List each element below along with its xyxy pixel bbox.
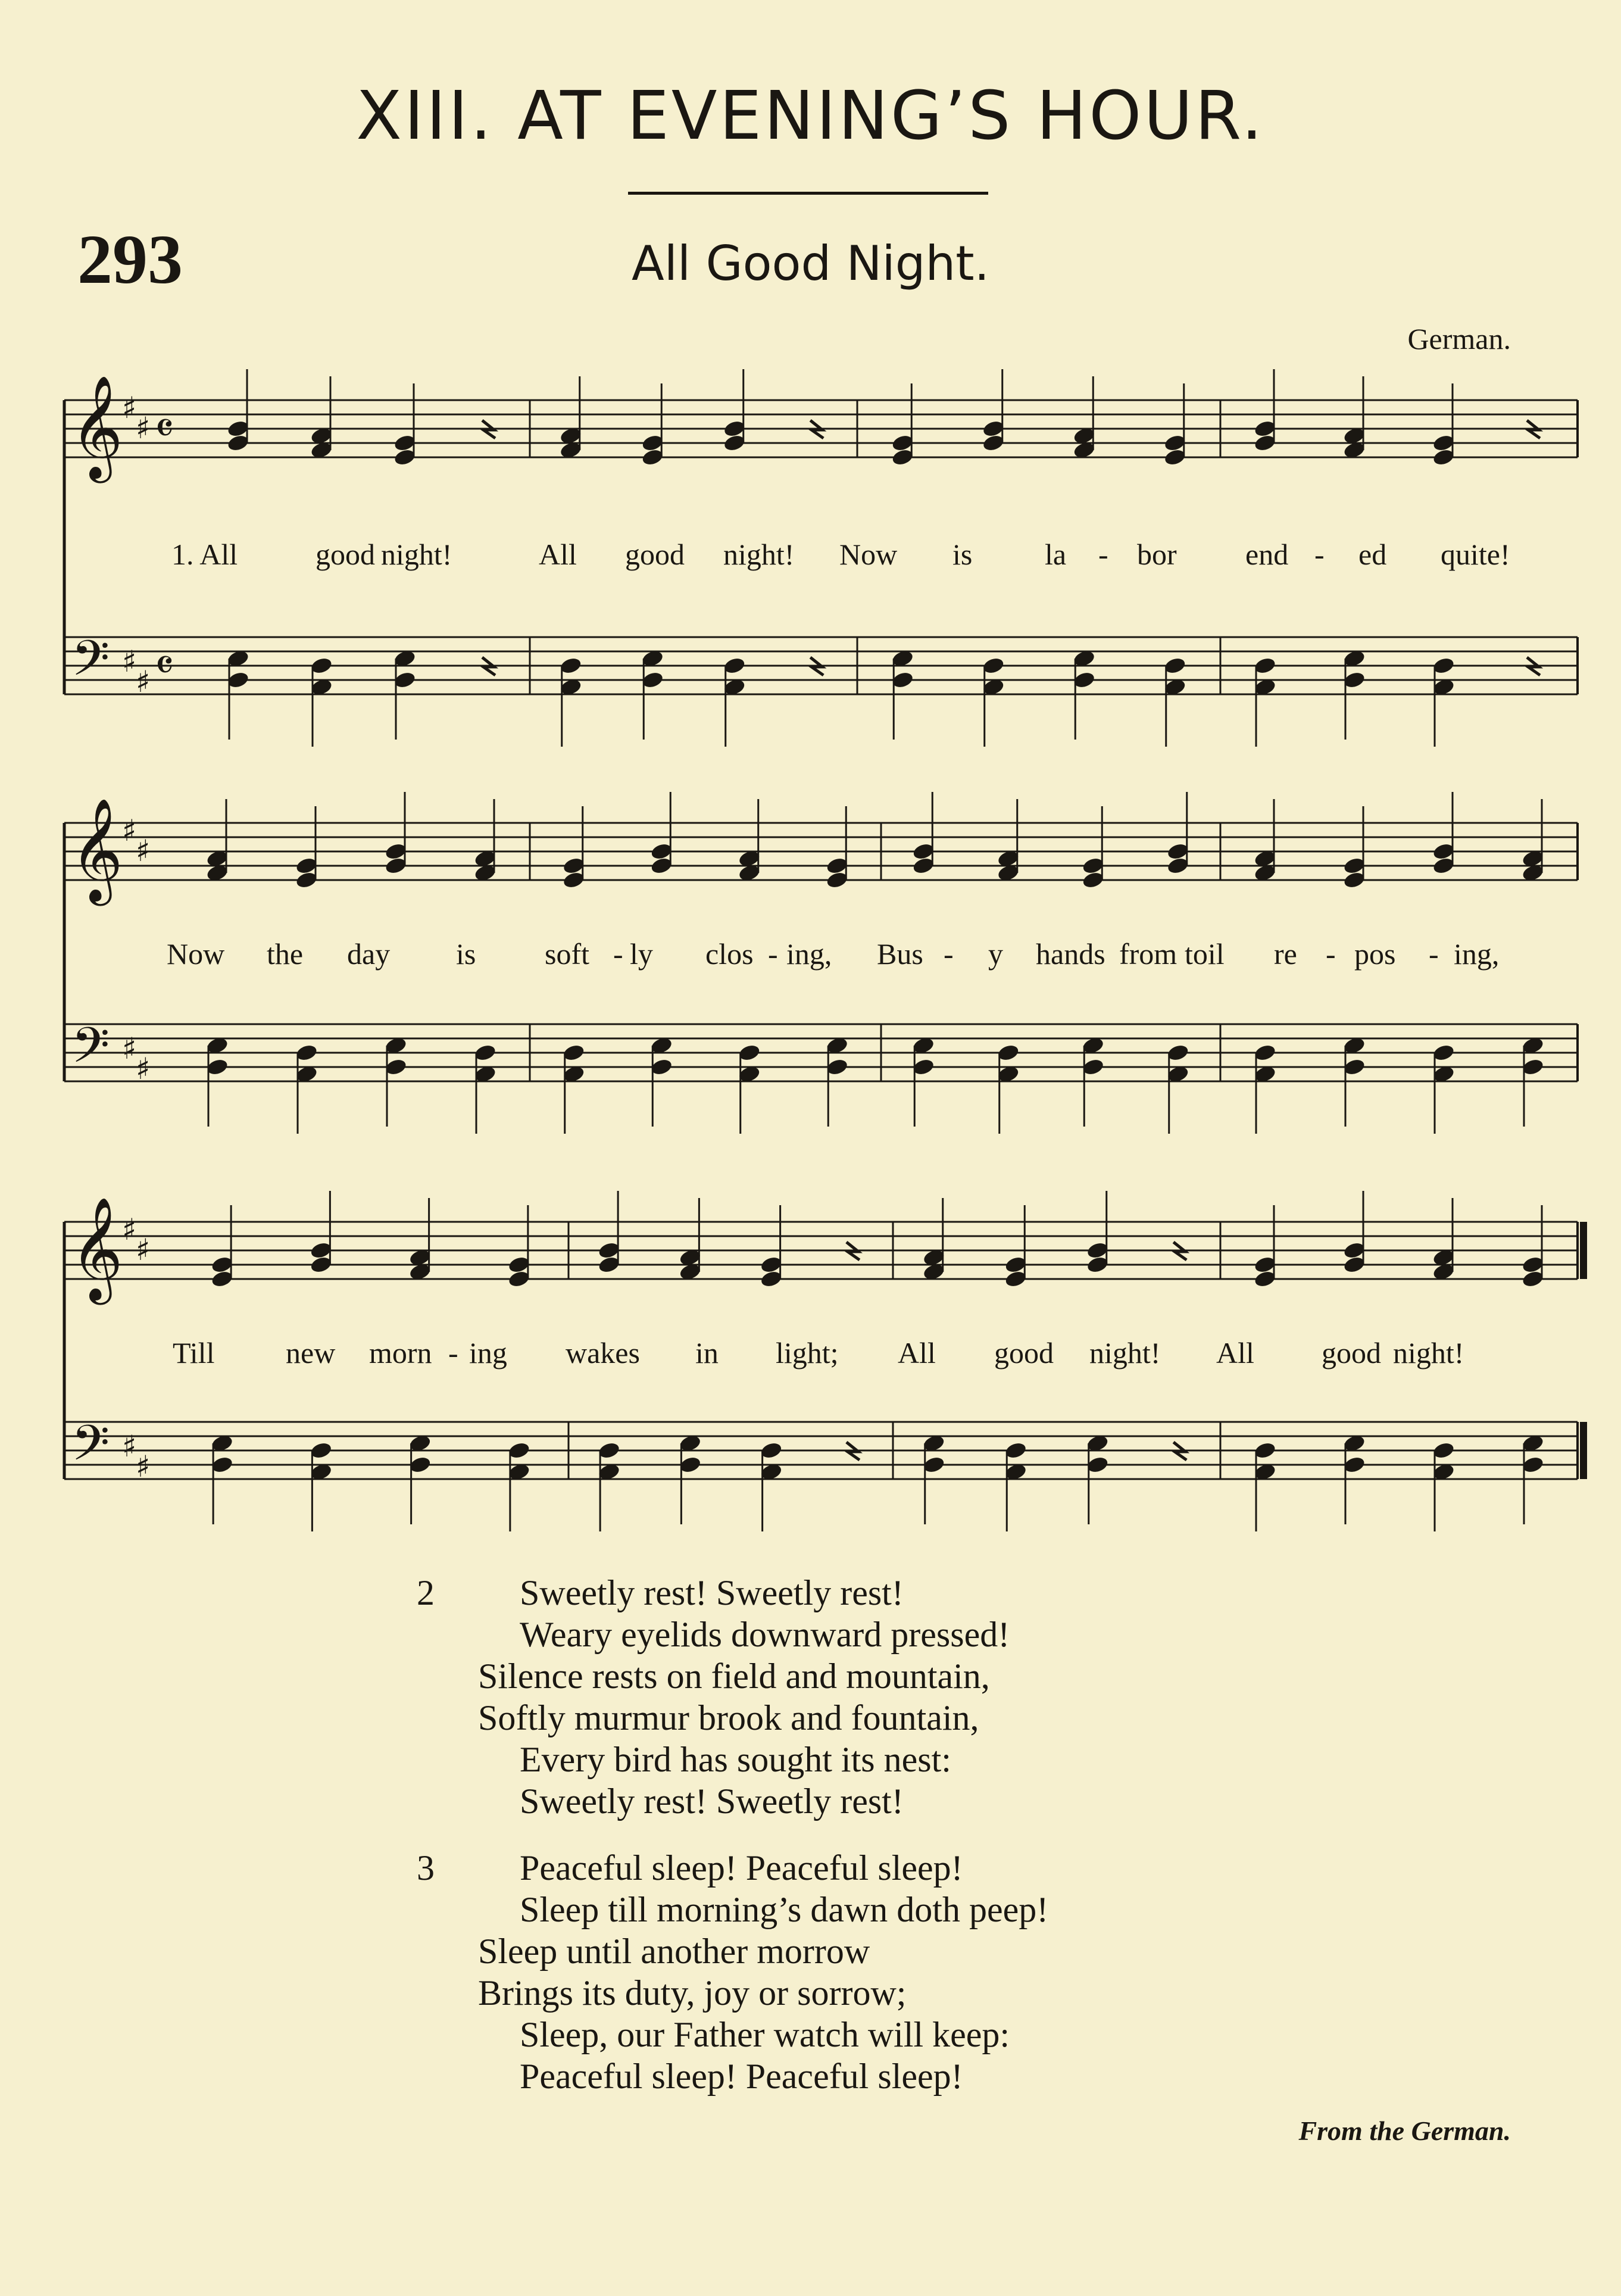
- lyric-syllable: la: [1045, 538, 1067, 571]
- lyric-syllable: in: [695, 1336, 719, 1370]
- verse-number: 2: [417, 1573, 435, 1612]
- key-signature-sharp: ♯: [136, 665, 151, 699]
- verse-line: Softly murmur brook and fountain,: [478, 1698, 979, 1737]
- verse-line: Sleep till morning’s dawn doth peep!: [520, 1890, 1049, 1929]
- verse-line: Peaceful sleep! Peaceful sleep!: [520, 1848, 963, 1888]
- lyric-syllable: is: [952, 538, 973, 571]
- bass-clef: 𝄢: [71, 629, 110, 699]
- key-signature-sharp: ♯: [122, 1031, 137, 1066]
- lyric-syllable: toil: [1185, 937, 1225, 971]
- key-signature-sharp: ♯: [136, 834, 151, 868]
- lyric-syllable: clos: [705, 937, 754, 971]
- treble-clef: 𝄞: [70, 1197, 123, 1300]
- lyric-syllable: -: [944, 937, 954, 971]
- lyric-syllable: pos: [1354, 937, 1396, 971]
- time-signature: 𝄴: [155, 403, 174, 453]
- lyric-syllable: day: [347, 937, 391, 971]
- lyric-syllable: night!: [1393, 1336, 1464, 1370]
- key-signature-sharp: ♯: [122, 391, 137, 425]
- lyric-syllable: 1. All: [171, 538, 238, 571]
- verses: [417, 1572, 1048, 2122]
- bass-clef: 𝄢: [71, 1414, 110, 1484]
- lyric-syllable: morn: [369, 1336, 432, 1370]
- key-signature-sharp: ♯: [136, 411, 151, 445]
- lyric-syllable: hands: [1036, 937, 1105, 971]
- key-signature-sharp: ♯: [136, 1233, 151, 1267]
- key-signature-sharp: ♯: [136, 1052, 151, 1086]
- lyric-syllable: wakes: [566, 1336, 640, 1370]
- lyric-syllable: ing: [469, 1336, 507, 1370]
- text-attribution: From the German.: [1298, 2116, 1511, 2146]
- verse-line: Sweetly rest! Sweetly rest!: [520, 1782, 904, 1821]
- lyric-syllable: ing,: [1454, 937, 1500, 971]
- lyric-syllable: new: [286, 1336, 336, 1370]
- lyric-syllable: Now: [839, 538, 898, 571]
- time-signature: 𝄴: [155, 640, 174, 690]
- verse-number: 3: [417, 1848, 435, 1888]
- lyric-syllable: Bus: [877, 937, 923, 971]
- lyric-syllable: good: [316, 538, 375, 571]
- lyric-syllable: end: [1245, 538, 1289, 571]
- key-signature-sharp: ♯: [136, 1449, 151, 1484]
- lyric-syllable: All: [898, 1336, 936, 1370]
- verse-line: Sweetly rest! Sweetly rest!: [520, 1573, 904, 1612]
- hymn-number: 293: [77, 220, 183, 298]
- treble-clef: 𝄞: [70, 798, 123, 901]
- verse-line: Silence rests on field and mountain,: [478, 1657, 990, 1696]
- lyric-syllable: quite!: [1441, 538, 1510, 571]
- lyric-syllable: night!: [381, 538, 452, 571]
- lyric-syllable: good: [1322, 1336, 1381, 1370]
- verse-line: Brings its duty, joy or sorrow;: [478, 1973, 907, 2013]
- key-signature-sharp: ♯: [122, 1429, 137, 1464]
- lyric-syllable: ly: [630, 937, 653, 971]
- lyric-syllable: Till: [173, 1336, 215, 1370]
- bass-clef: 𝄢: [71, 1016, 110, 1086]
- lyric-syllable: soft: [545, 937, 589, 971]
- lyric-syllable: All: [1216, 1336, 1254, 1370]
- verse-line: Weary eyelids downward pressed!: [520, 1615, 1010, 1654]
- key-signature-sharp: ♯: [122, 813, 137, 848]
- lyric-syllable: All: [539, 538, 577, 571]
- lyric-syllable: good: [994, 1336, 1054, 1370]
- lyric-syllable: -: [613, 937, 623, 971]
- lyric-syllable: -: [1429, 937, 1439, 971]
- verse-line: Sleep, our Father watch will keep:: [520, 2015, 1010, 2054]
- lyric-syllable: night!: [1089, 1336, 1161, 1370]
- lyric-syllable: -: [1314, 538, 1325, 571]
- section-title: XIII. AT EVENING’S HOUR.: [356, 77, 1265, 155]
- lyric-syllable: night!: [723, 538, 795, 571]
- lyric-syllable: -: [1326, 937, 1336, 971]
- lyric-syllable: Now: [167, 937, 225, 971]
- lyric-syllable: light;: [776, 1336, 839, 1370]
- key-signature-sharp: ♯: [122, 1212, 137, 1247]
- lyric-syllable: ing,: [786, 937, 832, 971]
- key-signature-sharp: ♯: [122, 644, 137, 679]
- lyric-syllable: from: [1119, 937, 1178, 971]
- verse-line: Sleep until another morrow: [478, 1932, 870, 1971]
- lyric-syllable: -: [768, 937, 778, 971]
- lyric-syllable: bor: [1137, 538, 1177, 571]
- verse-line: Peaceful sleep! Peaceful sleep!: [520, 2057, 963, 2096]
- lyric-syllable: is: [456, 937, 476, 971]
- verse-2: [417, 1572, 1048, 1822]
- hymn-title: All Good Night.: [631, 236, 990, 291]
- verse-3: [417, 1847, 1048, 2097]
- composer-credit: German.: [1407, 322, 1511, 355]
- lyric-syllable: y: [988, 937, 1003, 971]
- treble-clef: 𝄞: [70, 375, 123, 479]
- lyric-syllable: ed: [1358, 538, 1387, 571]
- verse-line: Every bird has sought its nest:: [520, 1740, 951, 1779]
- lyric-syllable: the: [267, 937, 304, 971]
- lyric-syllable: -: [1098, 538, 1108, 571]
- lyric-syllable: good: [625, 538, 685, 571]
- lyric-syllable: re: [1274, 937, 1297, 971]
- lyric-syllable: -: [448, 1336, 458, 1370]
